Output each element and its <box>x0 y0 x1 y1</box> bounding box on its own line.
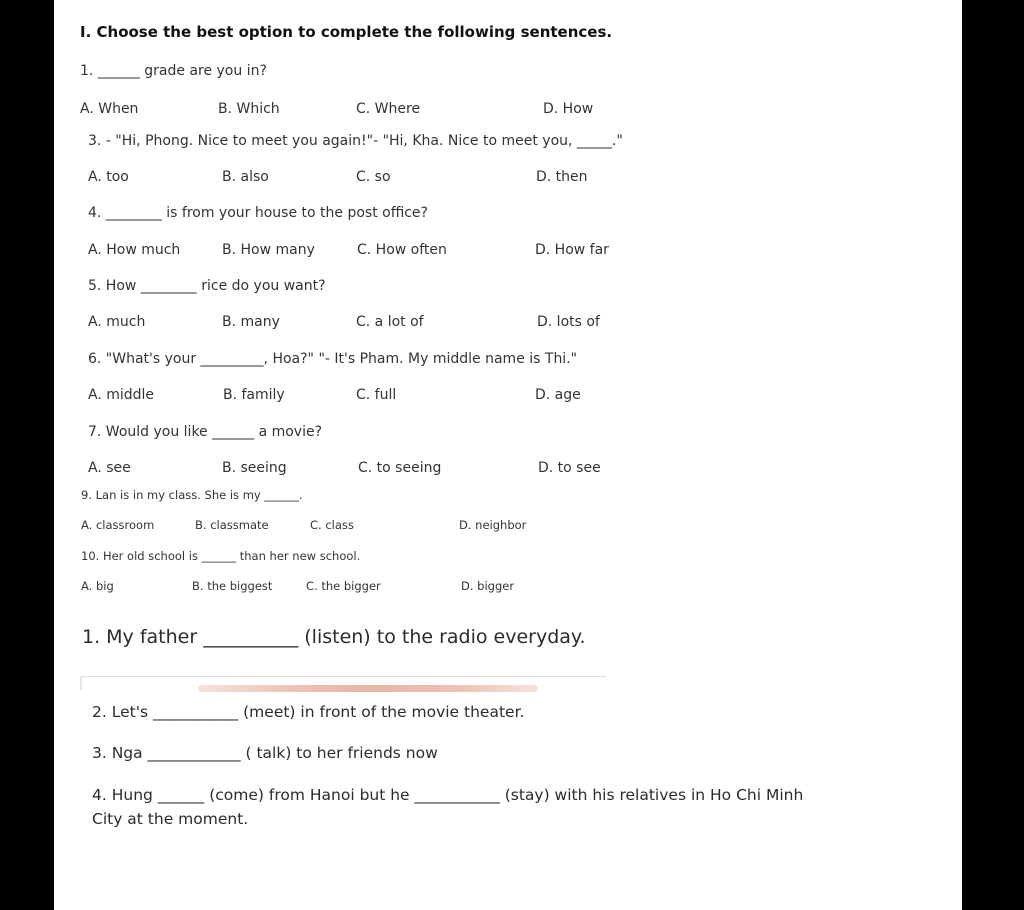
option-b: B. family <box>223 387 285 403</box>
option-d: D. How <box>543 101 594 117</box>
question-6: 6. "What's your _________, Hoa?" "- It's Pham. My middle name is Thi." <box>88 351 578 367</box>
option-c: C. full <box>356 387 397 403</box>
option-c: C. so <box>356 169 391 185</box>
question-1: 1. ______ grade are you in? <box>80 63 267 79</box>
option-c: C. class <box>310 518 354 532</box>
option-b: B. also <box>222 169 269 185</box>
section-heading: I. Choose the best option to complete the following sentences. <box>80 23 613 41</box>
option-b: B. seeing <box>222 460 287 476</box>
option-a: A. much <box>88 314 146 330</box>
option-b: B. How many <box>222 242 315 258</box>
option-c: C. the bigger <box>306 579 381 593</box>
option-d: D. How far <box>535 242 609 258</box>
option-d: D. lots of <box>537 314 600 330</box>
option-d: D. bigger <box>461 579 515 593</box>
verb-question-3: 3. Nga ____________ ( talk) to her friends now <box>92 744 438 762</box>
option-b: B. the biggest <box>192 579 273 593</box>
option-c: C. to seeing <box>358 460 442 476</box>
scan-divider <box>80 676 606 677</box>
question-3: 3. - "Hi, Phong. Nice to meet you again!"- "Hi, Kha. Nice to meet you, _____." <box>88 133 623 149</box>
option-a: A. see <box>88 460 131 476</box>
worksheet-page <box>54 0 962 910</box>
option-a: A. middle <box>88 387 155 403</box>
question-7: 7. Would you like ______ a movie? <box>88 424 323 440</box>
option-c: C. Where <box>356 101 421 117</box>
option-d: D. then <box>536 169 588 185</box>
question-5: 5. How ________ rice do you want? <box>88 278 326 294</box>
option-d: D. age <box>535 387 581 403</box>
option-b: B. Which <box>218 101 280 117</box>
option-c: C. a lot of <box>356 314 424 330</box>
question-9: 9. Lan is in my class. She is my ______. <box>81 488 303 502</box>
option-b: B. many <box>222 314 280 330</box>
option-a: A. How much <box>88 242 181 258</box>
verb-question-2: 2. Let's ___________ (meet) in front of the movie theater. <box>92 703 525 721</box>
option-b: B. classmate <box>195 518 269 532</box>
scan-divider-edge <box>80 676 82 690</box>
verb-question-1: 1. My father __________ (listen) to the radio everyday. <box>82 626 586 648</box>
option-c: C. How often <box>357 242 447 258</box>
question-10: 10. Her old school is ______ than her new school. <box>81 549 361 563</box>
option-d: D. neighbor <box>459 518 527 532</box>
option-a: A. classroom <box>81 518 155 532</box>
question-4: 4. ________ is from your house to the post office? <box>88 205 428 221</box>
option-a: A. too <box>88 169 129 185</box>
verb-question-4: 4. Hung ______ (come) from Hanoi but he ___________ (stay) with his relatives in Ho Chi Minh City at the moment. <box>92 786 804 828</box>
option-a: A. When <box>80 101 139 117</box>
scan-highlight-band <box>198 685 538 692</box>
option-d: D. to see <box>538 460 601 476</box>
option-a: A. big <box>81 579 114 593</box>
